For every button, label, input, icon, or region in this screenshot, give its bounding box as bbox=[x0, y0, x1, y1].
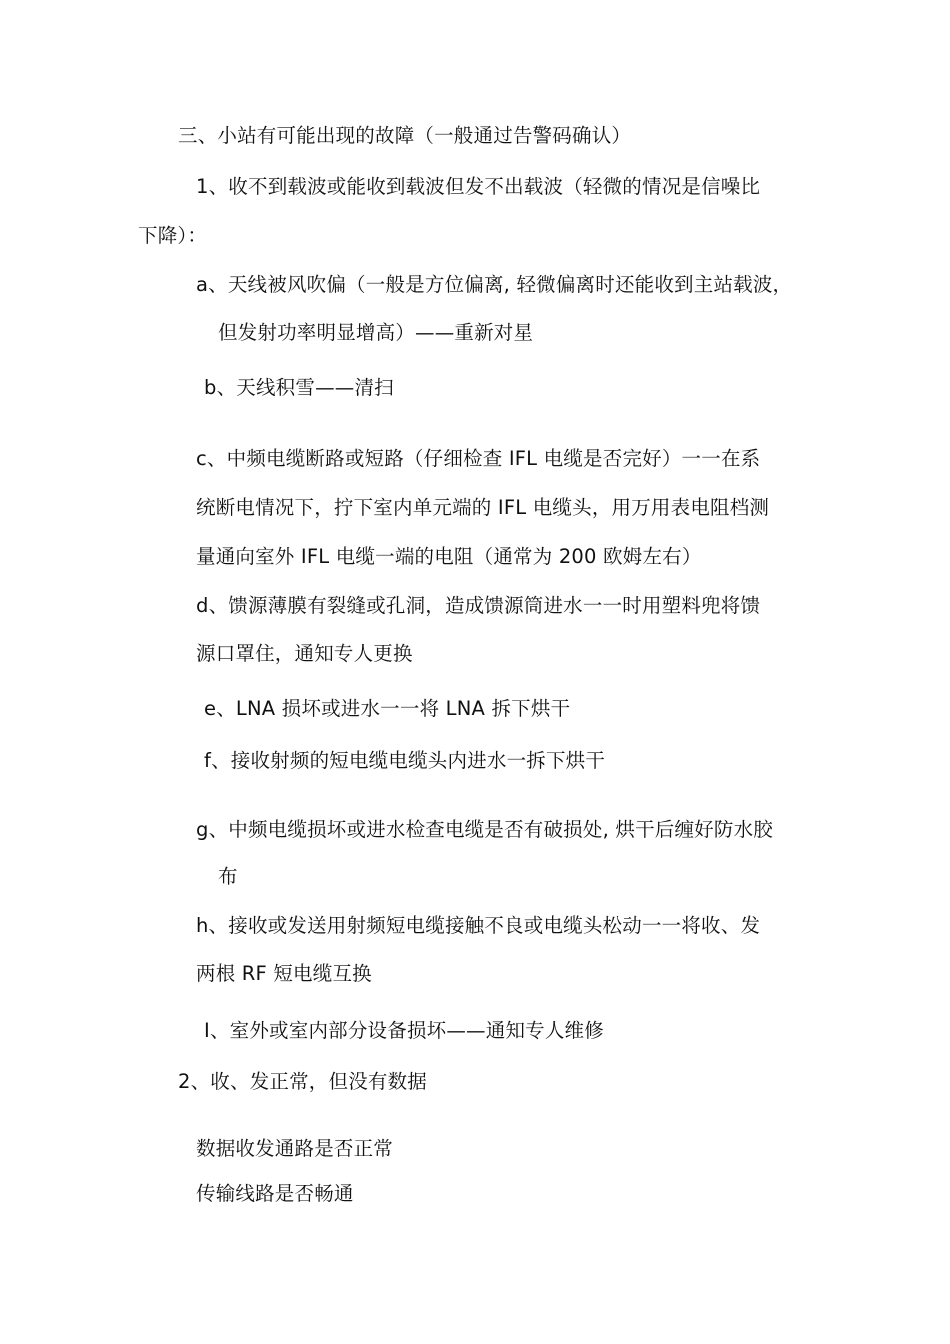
section2-line2: 传输线路是否畅通 bbox=[196, 1182, 354, 1205]
item-f: f、接收射频的短电缆电缆头内进水一拆下烘干 bbox=[204, 749, 606, 772]
item-h-line1: h、接收或发送用射频短电缆接触不良或电缆头松动一一将收、发 bbox=[196, 914, 761, 937]
item-i: I、室外或室内部分设备损坏——通知专人维修 bbox=[204, 1019, 604, 1042]
item-b: b、天线积雪——清扫 bbox=[204, 376, 394, 399]
item-c-line2: 统断电情况下，拧下室内单元端的 IFL 电缆头，用万用表电阻档测 bbox=[196, 496, 770, 519]
section-heading: 三、小站有可能出现的故障（一般通过告警码确认） bbox=[178, 124, 632, 147]
item-c-line1: c、中频电缆断路或短路（仔细检查 IFL 电缆是否完好）一一在系 bbox=[196, 447, 761, 470]
item-a-line1: a、天线被风吹偏（一般是方位偏离, 轻微偏离时还能收到主站载波， bbox=[196, 273, 793, 296]
section1-title-line1: 1、收不到载波或能收到载波但发不出载波（轻微的情况是信噪比 bbox=[196, 175, 761, 198]
item-d-line1: d、馈源薄膜有裂缝或孔洞，造成馈源筒进水一一时用塑料兜将馈 bbox=[196, 594, 761, 617]
section1-title-line2: 下降）： bbox=[138, 224, 208, 247]
section2-line1: 数据收发通路是否正常 bbox=[196, 1137, 394, 1160]
item-d-line2: 源口罩住，通知专人更换 bbox=[196, 642, 413, 665]
item-a-line2: 但发射功率明显增高）——重新对星 bbox=[218, 321, 534, 344]
item-g-line1: g、中频电缆损坏或进水检查电缆是否有破损处, 烘干后缠好防水胶 bbox=[196, 818, 773, 841]
item-e: e、LNA 损坏或进水一一将 LNA 拆下烘干 bbox=[204, 697, 571, 720]
item-g-line2: 布 bbox=[218, 865, 238, 888]
item-h-line2: 两根 RF 短电缆互换 bbox=[196, 962, 372, 985]
section2-title: 2、收、发正常，但没有数据 bbox=[178, 1070, 428, 1093]
item-c-line3: 量通向室外 IFL 电缆一端的电阻（通常为 200 欧姆左右） bbox=[196, 545, 702, 568]
